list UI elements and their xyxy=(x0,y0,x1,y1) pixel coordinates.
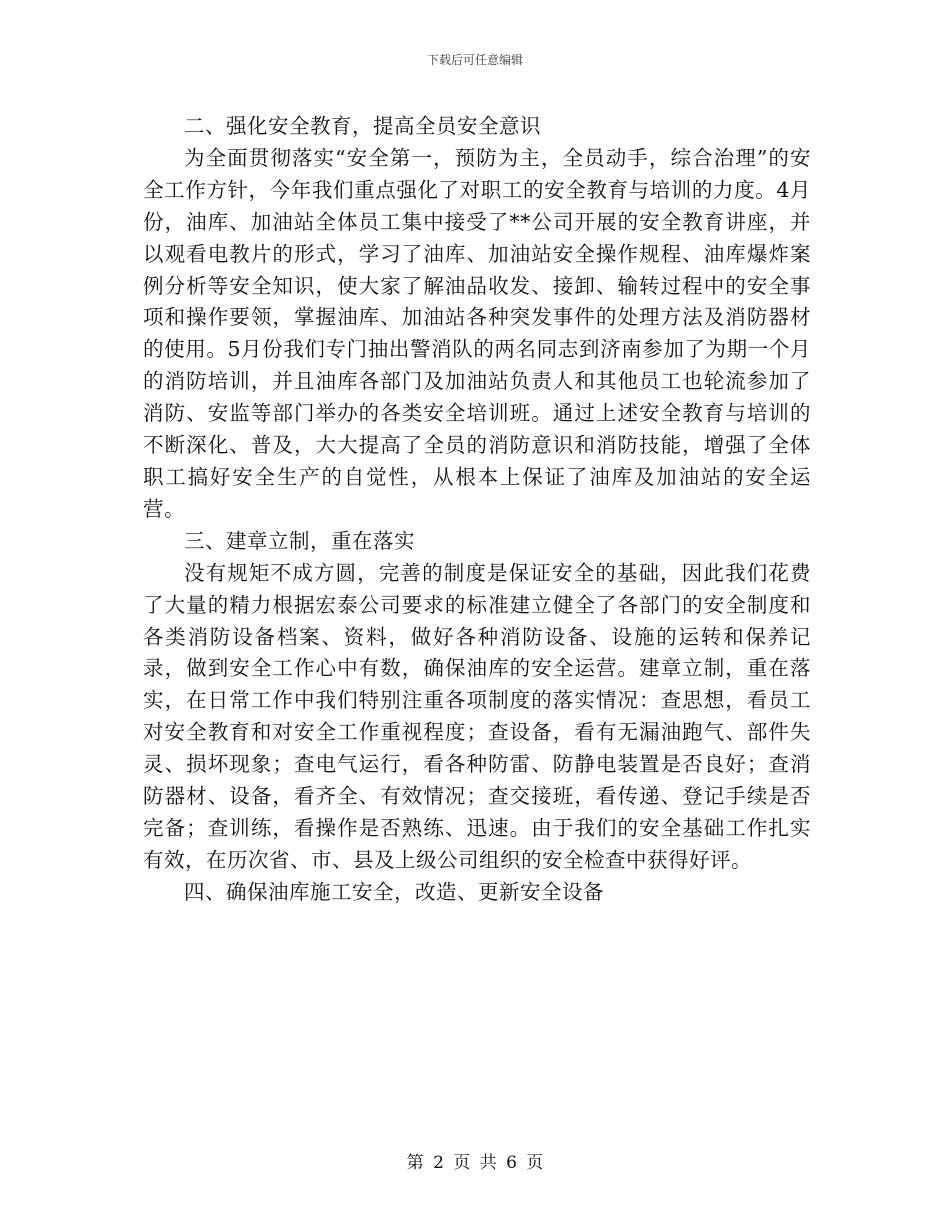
body-paragraph-2: 为全面贯彻落实“安全第一，预防为主，全员动手，综合治理”的安全工作方针，今年我们重点强化了对职工的安全教育与培训的力度。4月份，油库、加油站全体员工集中接受了**公司开展的安全教育讲座，并以观看电教片的形式，学习了油库、加油站安全操作规程、油库爆炸案例分析等安全知识，使大家了解油品收发、接卸、输转过程中的安全事项和操作要领，掌握油库、加油站各种突发事件的处理方法及消防器材的使用。5月份我们专门抽出警消队的两名同志到济南参加了为期一个月的消防培训，并且油库各部门及加油站负责人和其他员工也轮流参加了消防、安监等部门举办的各类安全培训班。通过上述安全教育与培训的不断深化、普及，大大提高了全员的消防意识和消防技能，增强了全体职工搞好安全生产的自觉性，从根本上保证了油库及加油站的安全运营。 xyxy=(143,145,811,521)
section-heading-4: 四、确保油库施工安全，改造、更新安全设备 xyxy=(184,879,604,904)
page-header: 下载后可任意编辑 xyxy=(426,53,523,67)
document-body xyxy=(143,111,811,909)
page-footer: 第 2 页 共 6 页 xyxy=(406,1153,544,1173)
section-heading-3: 三、建章立制，重在落实 xyxy=(184,528,415,553)
body-paragraph-3: 没有规矩不成方圆，完善的制度是保证安全的基础，因此我们花费了大量的精力根据宏泰公司要求的标准建立健全了各部门的安全制度和各类消防设备档案、资料，做好各种消防设备、设施的运转和保养记录，做到安全工作心中有数，确保油库的安全运营。建章立制，重在落实，在日常工作中我们特别注重各项制度的落实情况：查思想，看员工对安全教育和对安全工作重视程度；查设备，看有无漏油跑气、部件失灵、损坏现象；查电气运行，看各种防雷、防静电装置是否良好；查消防器材、设备，看齐全、有效情况；查交接班，看传递、登记手续是否完备；查训练，看操作是否熟练、迅速。由于我们的安全基础工作扎实有效，在历次省、市、县及上级公司组织的安全检查中获得好评。 xyxy=(143,560,811,872)
section-heading-2: 二、强化安全教育，提高全员安全意识 xyxy=(184,114,541,138)
